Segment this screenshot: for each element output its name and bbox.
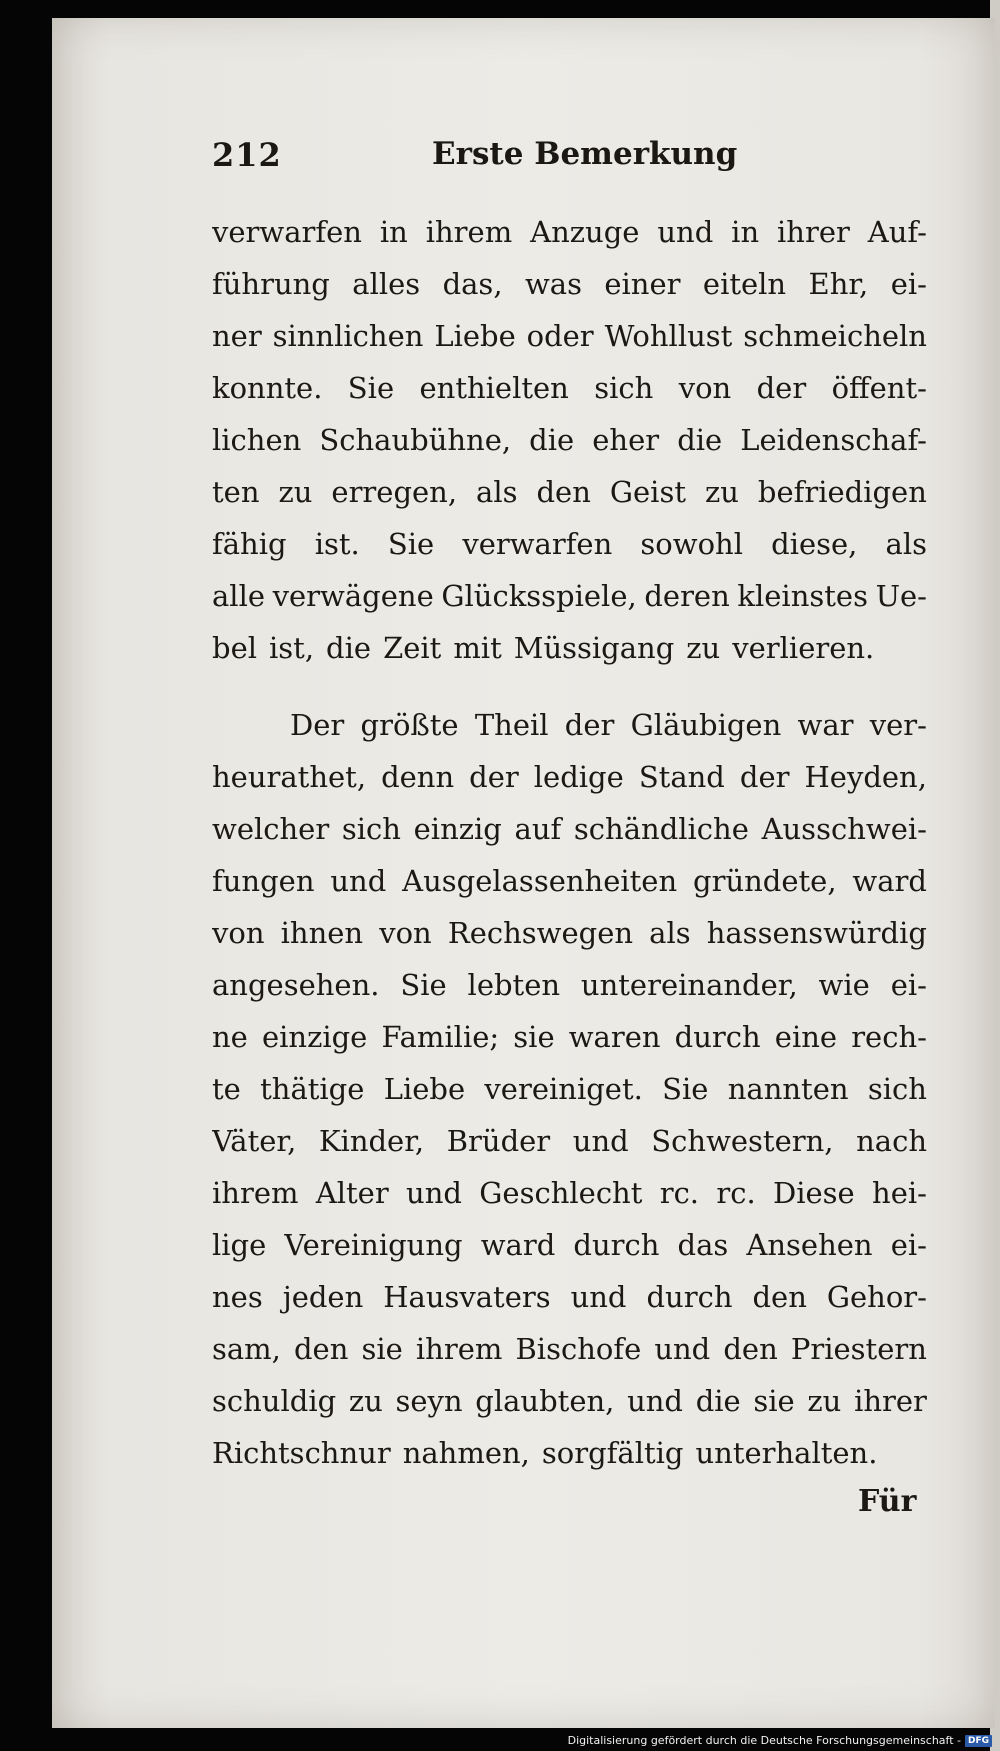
text-line: führung alles das, was einer eiteln Ehr, ei- <box>212 267 927 301</box>
text-line: fähig ist. Sie verwarfen sowohl diese, als <box>212 527 927 561</box>
catchword: Für <box>858 1484 917 1519</box>
text-line: te thätige Liebe vereiniget. Sie nannten sich <box>212 1072 927 1106</box>
text-line: von ihnen von Rechswegen als hassenswürdig <box>212 916 927 950</box>
page-text <box>212 206 927 1479</box>
text-line: verwarfen in ihrem Anzuge und in ihrer Auf- <box>212 215 927 249</box>
dfg-logo: DFG <box>965 1735 992 1747</box>
text-line: ner sinnlichen Liebe oder Wohllust schmeicheln <box>212 319 927 353</box>
text-line: welcher sich einzig auf schändliche Ausschwei- <box>212 812 927 846</box>
text-line: angesehen. Sie lebten untereinander, wie ei- <box>212 968 927 1002</box>
text-line: bel ist, die Zeit mit Müssigang zu verlieren. <box>212 631 875 665</box>
text-line: nes jeden Hausvaters und durch den Gehor- <box>212 1280 927 1314</box>
running-head: Erste Bemerkung <box>432 136 738 172</box>
text-line: schuldig zu seyn glaubten, und die sie zu ihrer <box>212 1384 927 1418</box>
text-line: konnte. Sie enthielten sich von der öffent- <box>212 371 927 405</box>
paragraph-2 <box>212 699 927 1479</box>
text-line: ihrem Alter und Geschlecht rc. rc. Diese hei- <box>212 1176 927 1210</box>
paragraph-1 <box>212 206 927 674</box>
text-line: lige Vereinigung ward durch das Ansehen ei- <box>212 1228 927 1262</box>
text-line: fungen und Ausgelassenheiten gründete, ward <box>212 864 927 898</box>
text-line: heurathet, denn der ledige Stand der Heyden, <box>212 760 927 794</box>
text-line: alle verwägene Glücksspiele, deren kleinstes Ue- <box>212 579 927 613</box>
text-line: Richtschnur nahmen, sorgfältig unterhalten. <box>212 1436 878 1470</box>
paragraph-gap <box>212 674 927 699</box>
digitization-credit <box>568 1734 992 1747</box>
credit-text: Digitalisierung gefördert durch die Deutsche Forschungsgemeinschaft - <box>567 1734 961 1747</box>
page-number: 212 <box>212 136 282 174</box>
text-line: ten zu erregen, als den Geist zu befriedigen <box>212 475 927 509</box>
text-line: lichen Schaubühne, die eher die Leidenschaf- <box>212 423 927 457</box>
text-line: ne einzige Familie; sie waren durch eine rech- <box>212 1020 927 1054</box>
text-line: sam, den sie ihrem Bischofe und den Priestern <box>212 1332 927 1366</box>
text-line: Väter, Kinder, Brüder und Schwestern, nach <box>212 1124 927 1158</box>
text-line: Der größte Theil der Gläubigen war ver- <box>290 708 927 742</box>
page-header <box>212 136 902 186</box>
